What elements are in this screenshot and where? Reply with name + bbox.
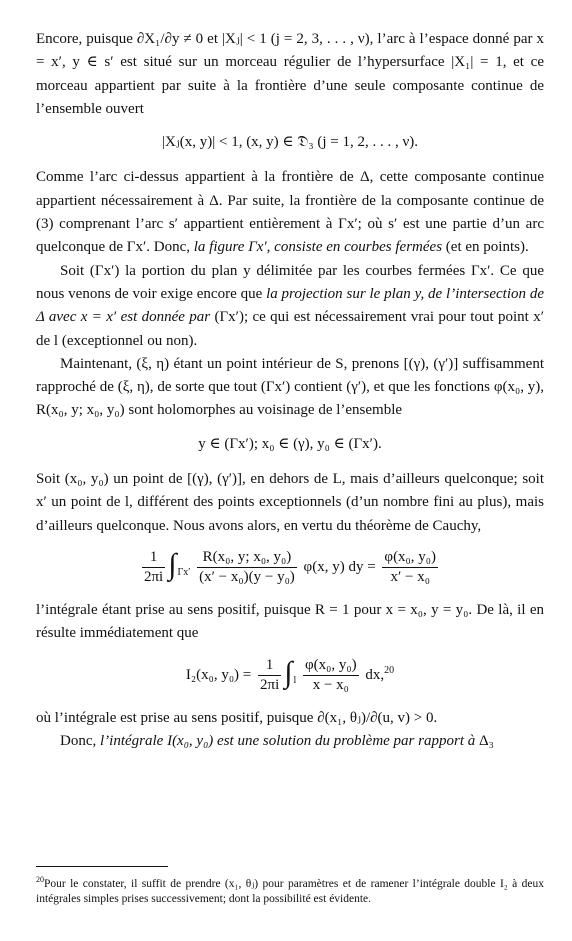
paragraph-8-emphasis: l’intégrale I(x₀, y₀) est une solution du problème par rapport à [100, 732, 476, 749]
eq3-coefficient [142, 548, 165, 587]
footnote-text: Pour le constater, il suffit de prendre (x₁, θⱼ) pour paramètres et de ramener l’intégrale double I₂ à deux intégrales simples prises successivement; dont la possibilité est évidente. [36, 878, 544, 905]
equation-1: |Xⱼ(x, y)| < 1, (x, y) ∈ 𝔇₃ (j = 1, 2, . . . , ν). [161, 134, 419, 151]
eq3-kernel-num: R(x₀, y; x₀, y₀) [197, 548, 297, 568]
eq3-integral-domain: Γx′ [177, 566, 191, 578]
paragraph-7: où l’intégrale est prise au sens positif, puisque ∂(x₁, θⱼ)/∂(u, v) > 0. [36, 709, 438, 726]
footnote-mark: 20 [36, 875, 44, 884]
eq3-result-den: x′ − x₀ [390, 568, 430, 585]
paragraph-2-end: (et en points). [445, 239, 529, 256]
paragraph-2-text: Comme l’arc ci-dessus appartient à la frontière de Δ, cette composante continue appartient nécessairement à Δ. Par suite, la frontière de la composante continue de (3) comprenant l’arc s′ appartient entièrement à Γx′; où s′ est une partie d’un arc quelconque de Γx′. Donc, [36, 169, 544, 256]
eq4-coefficient-num: 1 [258, 656, 281, 676]
eq3-kernel-den: (x′ − x₀)(y − y₀) [199, 568, 295, 585]
paragraph-6: l’intégrale étant prise au sens positif, puisque R = 1 pour x = x₀, y = y₀. De là, il en résulte immédiatement que [36, 601, 544, 642]
paragraph-1: Encore, puisque ∂X₁/∂y ≠ 0 et |Xⱼ| < 1 (j = 2, 3, . . . , ν), l’arc à l’espace donné par x = x′, y ∈ s′ est situé sur un morceau régulier de l’hypersurface |X₁| = 1, et ce morceau appartient par suite à la frontière d’une seule composante continue de l’ensemble ouvert [36, 31, 544, 117]
paragraph-8-text: Donc, [60, 732, 97, 749]
footnote-divider [36, 866, 168, 867]
eq4-lhs: I₂(x₀, y₀) = [185, 666, 252, 683]
paragraph-2-emphasis: la figure Γx′, consiste en courbes fermées [193, 239, 443, 256]
eq3-coefficient-den: 2πi [143, 568, 164, 585]
eq3-result-num: φ(x₀, y₀) [382, 548, 438, 568]
paragraph-4: Maintenant, (ξ, η) étant un point intérieur de S, prenons [(γ), (γ′)] suffisamment rapproché de (ξ, η), de sorte que tout (Γx′) contient (γ′), et que les fonctions φ(x₀, y), R(x₀, y; x₀, y₀) sont holomorphes au voisinage de l’ensemble [36, 355, 544, 419]
eq4-integrand-den: x − x₀ [312, 676, 349, 693]
integral-sign: ∫ [168, 548, 177, 582]
equation-3 [36, 548, 544, 587]
footnote-reference[interactable]: 20 [384, 664, 395, 676]
paragraph-8-end: Δ₃ [478, 732, 494, 749]
equation-2: y ∈ (Γx′); x₀ ∈ (γ), y₀ ∈ (Γx′). [198, 435, 382, 452]
eq4-integrand [303, 656, 359, 695]
paragraph-3-text: Soit (Γx′) la portion du plan y délimitée par les courbes fermées Γx′. Ce que nous venons de voir exige encore que [36, 262, 544, 302]
eq3-middle: φ(x, y) dy = [303, 558, 376, 575]
eq4-coefficient [258, 656, 281, 695]
paper-body [36, 28, 544, 753]
paragraph-3-end: (Γx′); ce qui est nécessairement vrai pour tout point x′ de l (exceptionnel ou non). [36, 309, 544, 349]
paragraph-3-emphasis: la projection sur le plan y, de l’intersection de Δ avec x = x′ est donnée par [36, 285, 544, 326]
eq3-result [382, 548, 438, 587]
eq4-coefficient-den: 2πi [260, 676, 280, 693]
paragraph-5: Soit (x₀, y₀) un point de [(γ), (γ′)], en dehors de L, mais d’ailleurs quelconque; soit x′ un point de l, différent des points exceptionnels (d’un nombre fini au plus), mais d’ailleurs quelconque. Nous avons alors, en vertu du théorème de Cauchy, [36, 471, 544, 534]
footnote [36, 872, 544, 907]
eq4-tail: dx, [365, 666, 385, 683]
paragraph-3 [36, 260, 544, 353]
eq3-coefficient-num: 1 [142, 548, 165, 568]
integral-sign: ∫ [284, 656, 293, 690]
equation-4 [36, 656, 544, 695]
eq4-integral-domain: l [293, 674, 297, 686]
eq3-kernel [197, 548, 297, 587]
eq4-integrand-num: φ(x₀, y₀) [303, 656, 359, 676]
paragraph-2 [36, 166, 544, 259]
paragraph-8 [36, 730, 544, 753]
